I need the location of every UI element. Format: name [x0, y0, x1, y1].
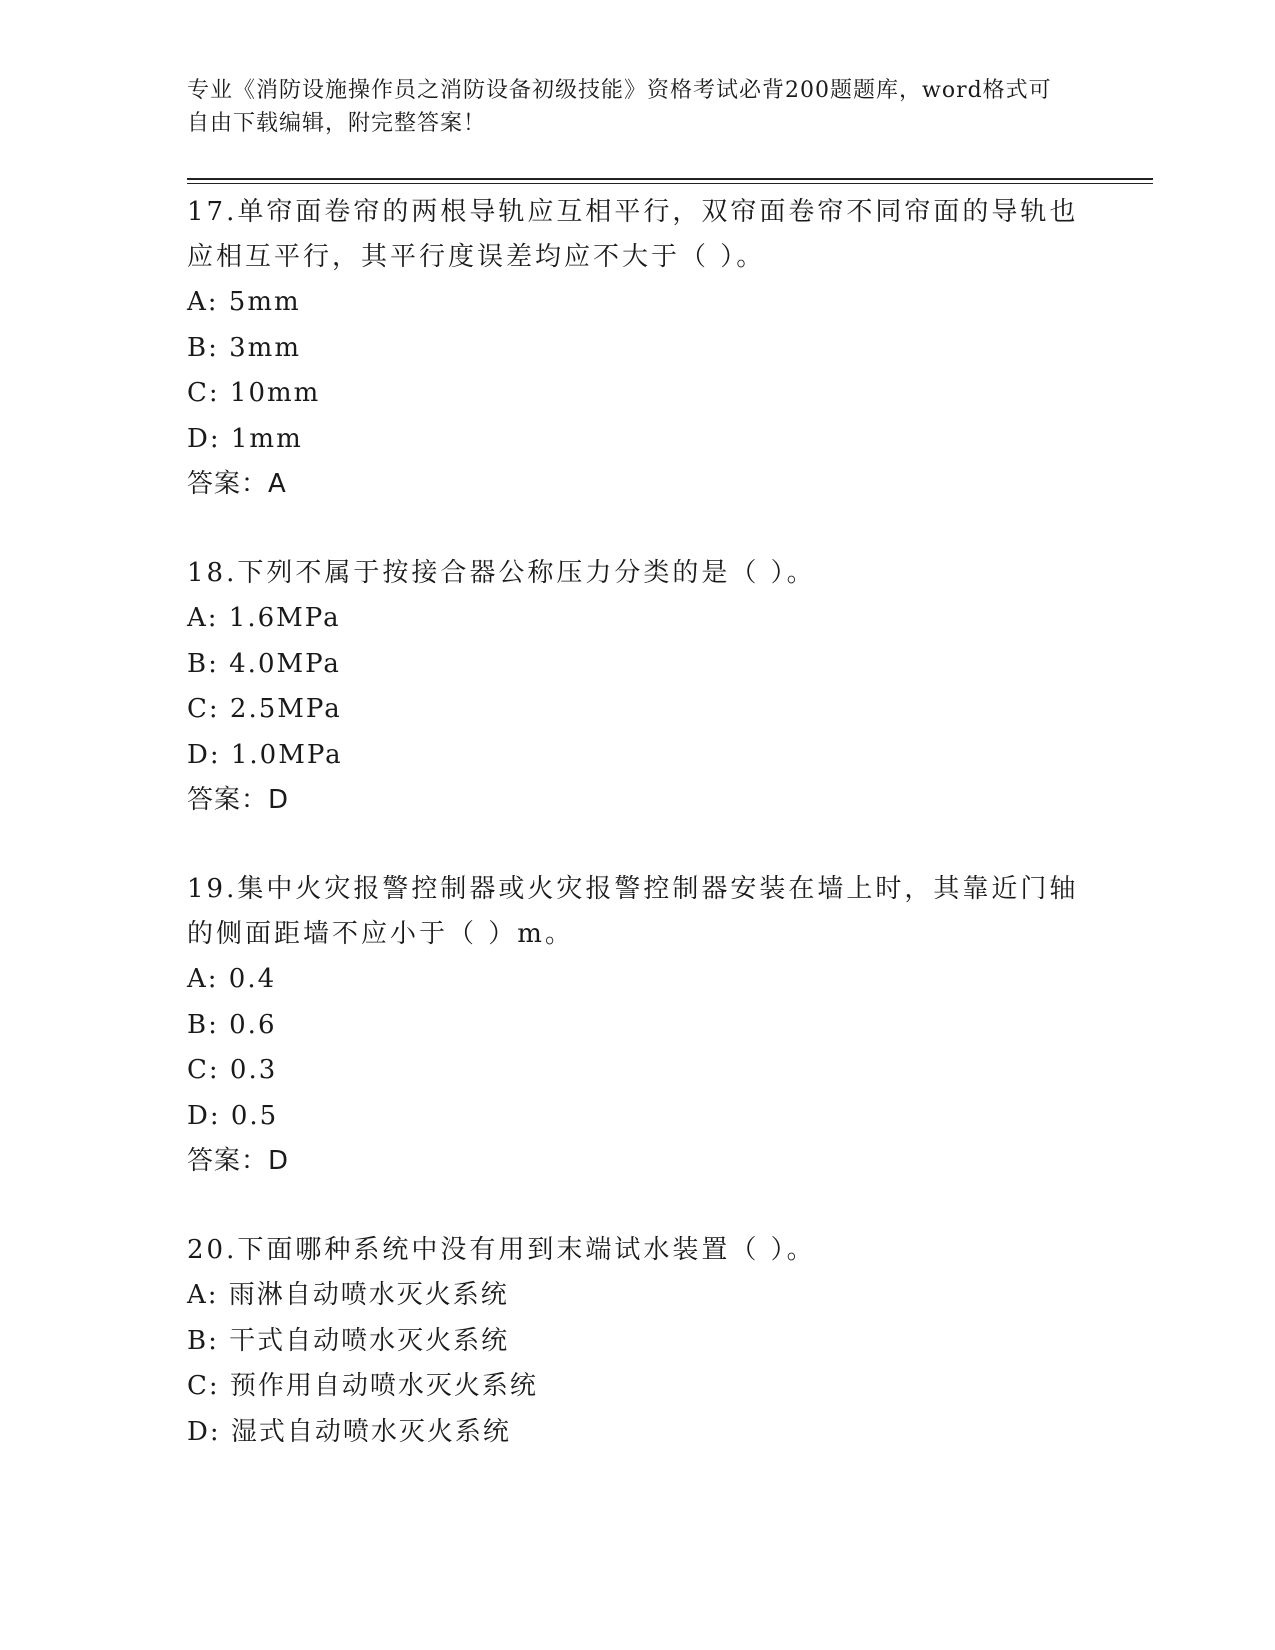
header-divider-thick — [187, 178, 1153, 180]
question-18 — [187, 551, 1087, 823]
option-a: A: 1.6MPa — [187, 603, 341, 633]
option-b: B: 3mm — [187, 332, 301, 363]
option-a: A: 雨淋自动喷水灭火系统 — [187, 1280, 509, 1310]
answer: 答案：D — [187, 1146, 290, 1176]
option-b: B: 0.6 — [187, 1009, 277, 1040]
question-20 — [187, 1228, 1087, 1455]
question-stem: 18.下列不属于按接合器公称压力分类的是（ ）。 — [187, 558, 816, 588]
option-c: C: 预作用自动喷水灭火系统 — [187, 1371, 538, 1401]
question-stem: 17.单帘面卷帘的两根导轨应互相平行，双帘面卷帘不同帘面的导轨也应相互平行，其平行度误差均应不大于（ ）。 — [187, 197, 1079, 272]
option-a: A: 5mm — [187, 287, 301, 317]
option-d: D: 1mm — [187, 423, 303, 454]
option-b: B: 干式自动喷水灭火系统 — [187, 1325, 510, 1356]
option-d: D: 1.0MPa — [187, 739, 343, 770]
option-c: C: 0.3 — [187, 1055, 278, 1085]
question-stem: 19.集中火灾报警控制器或火灾报警控制器安装在墙上时，其靠近门轴的侧面距墙不应小于（ ）m。 — [187, 874, 1079, 949]
header-divider-thin — [187, 183, 1153, 184]
option-a: A: 0.4 — [187, 964, 277, 994]
question-19 — [187, 867, 1087, 1184]
answer: 答案：D — [187, 785, 290, 815]
option-d: D: 0.5 — [187, 1100, 279, 1131]
answer: 答案：A — [187, 469, 287, 499]
question-list — [187, 190, 1087, 1499]
option-c: C: 10mm — [187, 378, 321, 408]
document-header: 专业《消防设施操作员之消防设备初级技能》资格考试必背200题题库，word格式可自由下载编辑，附完整答案！ — [187, 78, 1052, 136]
option-d: D: 湿式自动喷水灭火系统 — [187, 1416, 511, 1447]
question-17 — [187, 190, 1087, 507]
question-stem: 20.下面哪种系统中没有用到末端试水装置（ ）。 — [187, 1235, 816, 1265]
option-b: B: 4.0MPa — [187, 648, 341, 679]
option-c: C: 2.5MPa — [187, 694, 342, 724]
